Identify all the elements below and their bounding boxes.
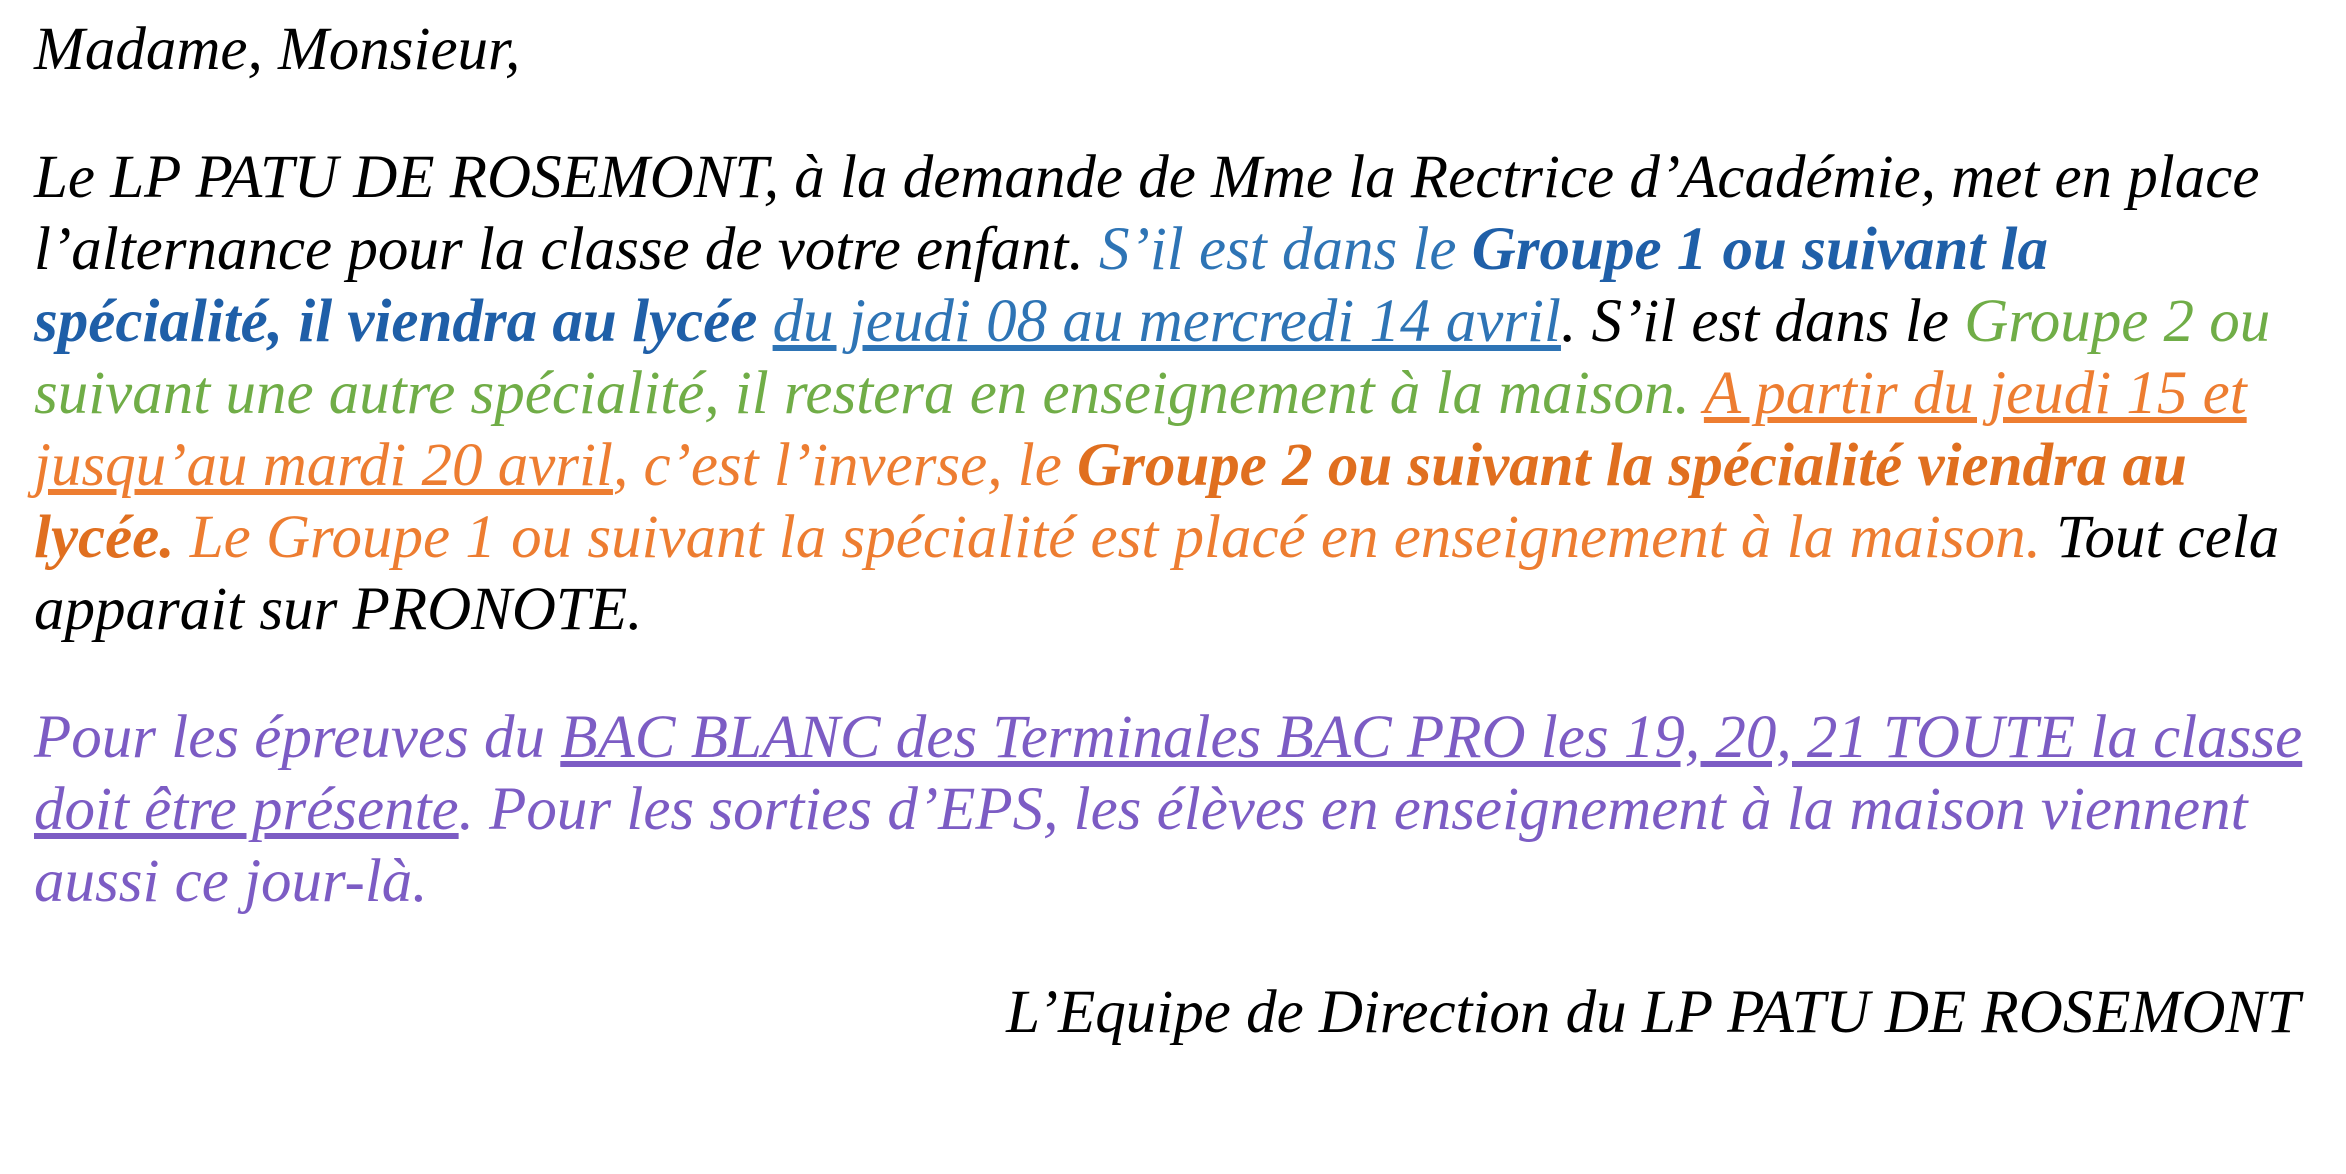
para2-sentence-1: Pour les épreuves du <box>34 703 546 771</box>
para1-dates-group2: A partir du jeudi 15 et jusqu’au mardi 20 avril <box>34 359 2247 499</box>
para1-group1-emphasis: Groupe 1 ou suivant la spécialité, il viendra au lycée <box>34 215 2048 355</box>
para1-sentence-5: . S’il est dans le <box>1560 287 1949 355</box>
para1-group2-text: Groupe 2 ou suivant une autre spécialité, il restera en enseignement à la maison. <box>34 287 2271 427</box>
salutation-text: Madame, Monsieur, <box>34 16 521 83</box>
spacer-after-salutation <box>34 86 2306 142</box>
spacer-before-signature <box>34 918 2306 978</box>
para1-sentence-2: S’il est dans le <box>1099 215 1457 283</box>
para1-group2-emphasis: Groupe 2 ou suivant la spécialité viendra au lycée. <box>34 431 2187 571</box>
salutation-line <box>34 14 2306 86</box>
paragraph-bac-blanc <box>34 702 2306 918</box>
para2-bac-blanc-emphasis: BAC BLANC des Terminales BAC PRO les 19, 20, 21 TOUTE la classe doit être présente <box>34 703 2303 843</box>
paragraph-alternance <box>34 142 2306 646</box>
para1-dates-group1: du jeudi 08 au mercredi 14 avril <box>772 287 1561 355</box>
para1-sentence-8: , c’est l’inverse, le <box>612 431 1062 499</box>
para2-sentence-3: . Pour les sorties d’EPS, les élèves en enseignement à la maison viennent aussi ce jour-là. <box>34 775 2248 915</box>
para1-sentence-10: Le Groupe 1 ou suivant la spécialité est placé en enseignement à la maison. <box>189 503 2041 571</box>
signature-text: L’Equipe de Direction du LP PATU DE ROSEMONT <box>1006 978 2300 1046</box>
signature-line <box>34 978 2306 1048</box>
para1-sentence-1: Le LP PATU DE ROSEMONT, à la demande de Mme la Rectrice d’Académie, met en place l’alternance pour la classe de votre enfant. <box>34 143 2260 283</box>
para1-pronote-note: Tout cela apparait sur PRONOTE. <box>34 503 2280 643</box>
spacer-between-paragraphs <box>34 646 2306 702</box>
